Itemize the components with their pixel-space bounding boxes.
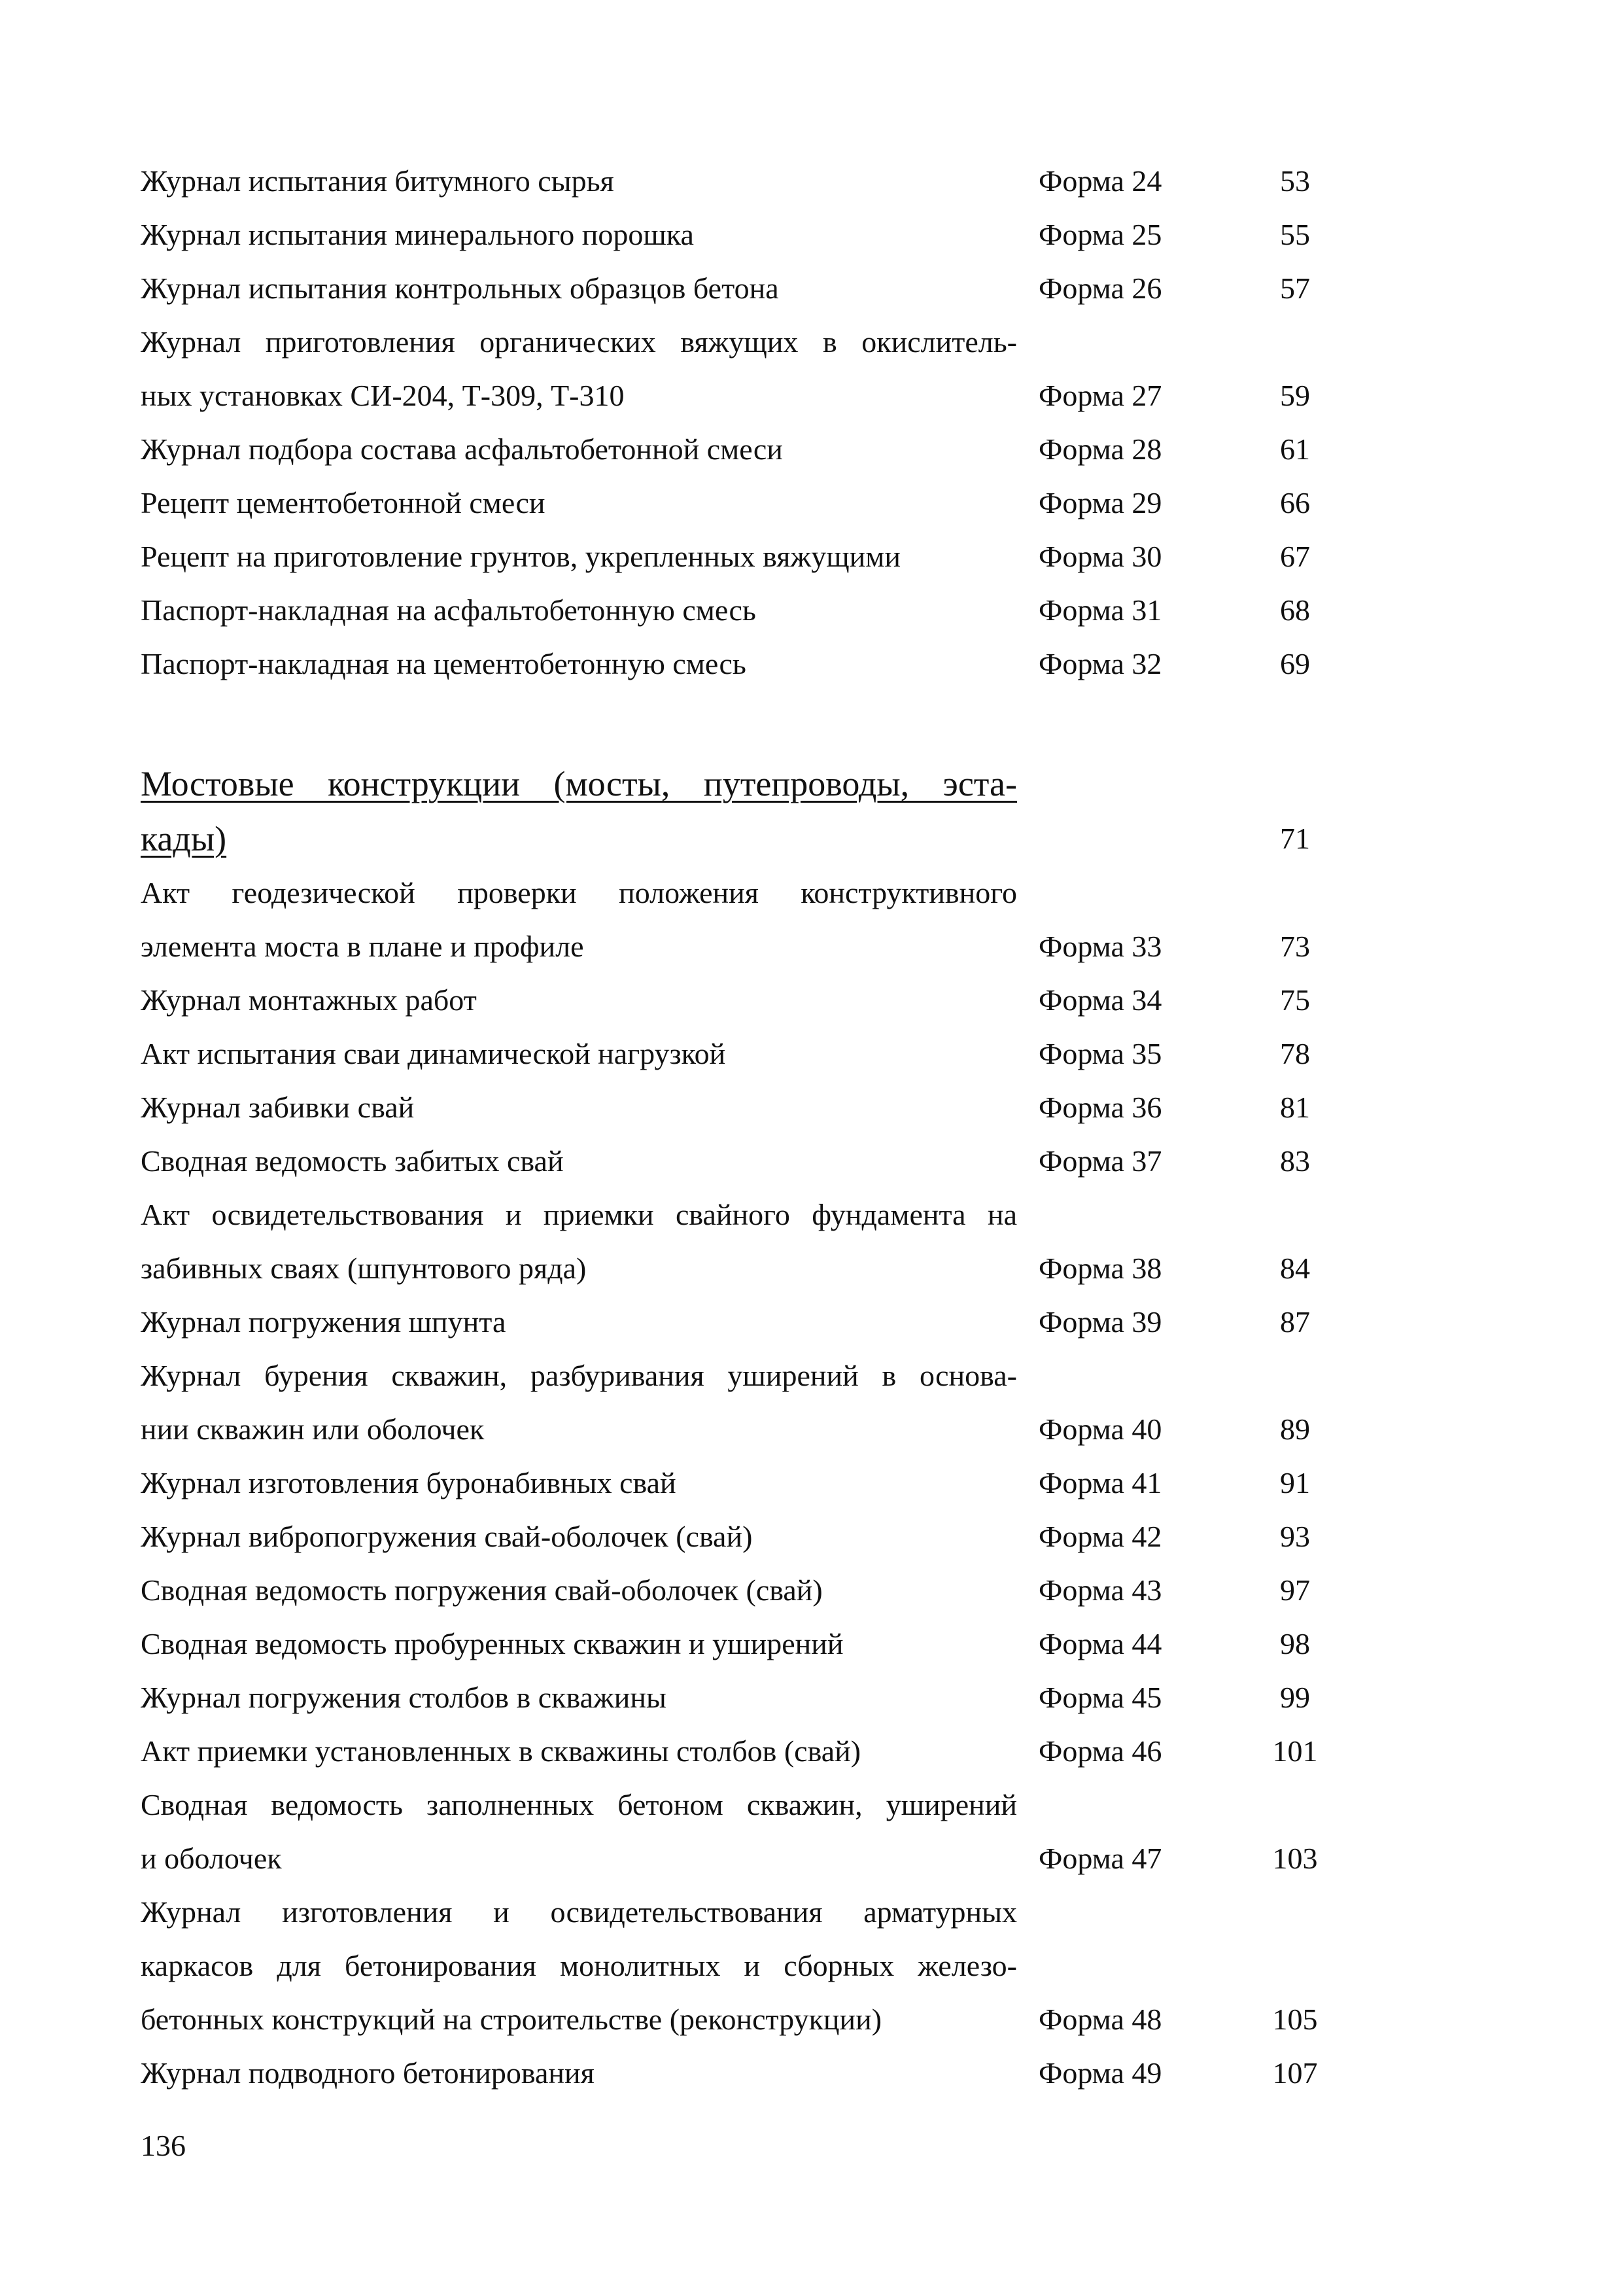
section-gap (141, 691, 1318, 756)
toc-entry-page: 55 (1280, 218, 1310, 251)
toc-entry-line (141, 1295, 1318, 1349)
toc-entry-line (141, 476, 1318, 530)
toc-entry-title: ных установках СИ-204, Т-309, Т-310 (141, 379, 625, 412)
toc-entry-form: Форма 29 (1039, 486, 1162, 519)
toc-entry-title: Паспорт-накладная на асфальтобетонную смесь (141, 593, 756, 627)
toc-entry-page: 53 (1280, 164, 1310, 198)
table-of-contents (141, 154, 1318, 2100)
toc-entry-form: Форма 42 (1039, 1520, 1162, 1553)
toc-entry-form: Форма 41 (1039, 1466, 1162, 1499)
toc-entry-form: Форма 37 (1039, 1144, 1162, 1178)
toc-entry-form: Форма 30 (1039, 540, 1162, 573)
toc-entry-page: 105 (1272, 2003, 1318, 2036)
section-heading-title: кады) (141, 819, 227, 858)
toc-entry-form: Форма 31 (1039, 593, 1162, 627)
toc-entry-form: Форма 28 (1039, 432, 1162, 466)
toc-list-top (141, 154, 1318, 691)
section-heading-block (141, 756, 1318, 866)
toc-entry-line (141, 1349, 1318, 1403)
toc-entry-line (141, 920, 1318, 973)
toc-entry-line (141, 262, 1318, 315)
toc-entry-line (141, 369, 1318, 423)
toc-entry-line (141, 1725, 1318, 1778)
toc-entry-form: Форма 40 (1039, 1412, 1162, 1446)
toc-entry-line (141, 208, 1318, 262)
toc-entry-title: Журнал подбора состава асфальтобетонной смеси (141, 432, 783, 466)
toc-entry-line (141, 1832, 1318, 1885)
toc-entry-title: Акт геодезической проверки положения конструктивного (141, 876, 1017, 909)
toc-entry-form: Форма 46 (1039, 1734, 1162, 1768)
toc-entry-page: 66 (1280, 486, 1310, 519)
toc-entry-page: 99 (1280, 1681, 1310, 1714)
toc-entry-form: Форма 43 (1039, 1573, 1162, 1607)
toc-entry-title: Журнал приготовления органических вяжущих в окислитель- (141, 325, 1017, 359)
toc-entry-line (141, 154, 1318, 208)
toc-entry-line (141, 866, 1318, 920)
toc-entry-title: Сводная ведомость погружения свай-оболочек (свай) (141, 1573, 823, 1607)
toc-entry-title: Журнал погружения шпунта (141, 1305, 506, 1339)
toc-entry-form: Форма 45 (1039, 1681, 1162, 1714)
toc-entry-title: Журнал испытания контрольных образцов бетона (141, 272, 779, 305)
toc-entry-form: Форма 44 (1039, 1627, 1162, 1660)
section-heading-line (141, 756, 1318, 811)
toc-entry-page: 91 (1280, 1466, 1310, 1499)
toc-entry-line (141, 1242, 1318, 1295)
toc-entry-line (141, 1778, 1318, 1832)
section-heading-page: 71 (1280, 822, 1310, 855)
toc-entry-line (141, 1134, 1318, 1188)
toc-entry-form: Форма 38 (1039, 1252, 1162, 1285)
toc-entry-page: 93 (1280, 1520, 1310, 1553)
toc-entry-title: Журнал испытания битумного сырья (141, 164, 614, 198)
toc-entry-form: Форма 35 (1039, 1037, 1162, 1070)
toc-entry-title: Журнал забивки свай (141, 1091, 415, 1124)
toc-entry-line (141, 315, 1318, 369)
toc-entry-line (141, 1671, 1318, 1725)
toc-entry-title: Акт освидетельствования и приемки свайного фундамента на (141, 1198, 1017, 1231)
toc-entry-title: каркасов для бетонирования монолитных и сборных железо- (141, 1949, 1017, 1982)
toc-entry-page: 68 (1280, 593, 1310, 627)
toc-entry-page: 97 (1280, 1573, 1310, 1607)
toc-entry-title: нии скважин или оболочек (141, 1412, 485, 1446)
toc-entry-line (141, 637, 1318, 691)
toc-entry-line (141, 584, 1318, 637)
toc-entry-line (141, 973, 1318, 1027)
toc-entry-line (141, 1510, 1318, 1564)
toc-list-bottom (141, 866, 1318, 2100)
toc-entry-page: 59 (1280, 379, 1310, 412)
toc-entry-form: Форма 26 (1039, 272, 1162, 305)
toc-entry-form: Форма 25 (1039, 218, 1162, 251)
toc-entry-page: 103 (1272, 1842, 1318, 1875)
section-heading-title: Мостовые конструкции (мосты, путепроводы, эста- (141, 764, 1017, 803)
toc-entry-page: 78 (1280, 1037, 1310, 1070)
toc-entry-line (141, 1403, 1318, 1456)
toc-entry-title: Паспорт-накладная на цементобетонную смесь (141, 647, 746, 680)
toc-entry-page: 73 (1280, 930, 1310, 963)
toc-entry-page: 81 (1280, 1091, 1310, 1124)
toc-entry-form: Форма 33 (1039, 930, 1162, 963)
toc-entry-form: Форма 36 (1039, 1091, 1162, 1124)
toc-entry-page: 61 (1280, 432, 1310, 466)
toc-entry-page: 67 (1280, 540, 1310, 573)
toc-entry-line (141, 1564, 1318, 1617)
toc-entry-line (141, 1939, 1318, 1993)
toc-entry-title: Журнал монтажных работ (141, 983, 477, 1017)
toc-entry-page: 101 (1272, 1734, 1318, 1768)
toc-entry-line (141, 1081, 1318, 1134)
toc-entry-form: Форма 39 (1039, 1305, 1162, 1339)
toc-entry-title: забивных сваях (шпунтового ряда) (141, 1252, 587, 1285)
toc-entry-line (141, 530, 1318, 584)
toc-entry-line (141, 1617, 1318, 1671)
toc-entry-line (141, 1993, 1318, 2046)
toc-entry-page: 89 (1280, 1412, 1310, 1446)
toc-entry-title: Рецепт цементобетонной смеси (141, 486, 545, 519)
toc-entry-title: Рецепт на приготовление грунтов, укрепленных вяжущими (141, 540, 901, 573)
toc-entry-line (141, 423, 1318, 476)
toc-entry-form: Форма 47 (1039, 1842, 1162, 1875)
toc-entry-title: Сводная ведомость пробуренных скважин и уширений (141, 1627, 844, 1660)
toc-entry-title: и оболочек (141, 1842, 282, 1875)
toc-entry-title: Сводная ведомость забитых свай (141, 1144, 564, 1178)
toc-entry-page: 75 (1280, 983, 1310, 1017)
toc-entry-title: Журнал вибропогружения свай-оболочек (свай) (141, 1520, 753, 1553)
toc-entry-form: Форма 32 (1039, 647, 1162, 680)
toc-entry-line (141, 1456, 1318, 1510)
toc-entry-title: Акт приемки установленных в скважины столбов (свай) (141, 1734, 861, 1768)
toc-entry-line (141, 1188, 1318, 1242)
toc-entry-form: Форма 27 (1039, 379, 1162, 412)
toc-entry-title: элемента моста в плане и профиле (141, 930, 584, 963)
toc-entry-line (141, 2046, 1318, 2100)
toc-entry-title: Журнал подводного бетонирования (141, 2056, 595, 2090)
toc-entry-page: 69 (1280, 647, 1310, 680)
toc-entry-title: Журнал изготовления и освидетельствования арматурных (141, 1895, 1017, 1929)
toc-entry-page: 98 (1280, 1627, 1310, 1660)
toc-entry-form: Форма 48 (1039, 2003, 1162, 2036)
toc-entry-line (141, 1027, 1318, 1081)
toc-entry-line (141, 1885, 1318, 1939)
toc-entry-title: Журнал изготовления буронабивных свай (141, 1466, 676, 1499)
toc-entry-form: Форма 24 (1039, 164, 1162, 198)
toc-entry-title: Журнал бурения скважин, разбуривания уширений в основа- (141, 1359, 1017, 1392)
toc-entry-page: 57 (1280, 272, 1310, 305)
toc-entry-form: Форма 49 (1039, 2056, 1162, 2090)
toc-entry-title: бетонных конструкций на строительстве (реконструкции) (141, 2003, 882, 2036)
toc-entry-page: 83 (1280, 1144, 1310, 1178)
toc-entry-page: 84 (1280, 1252, 1310, 1285)
toc-entry-title: Акт испытания сваи динамической нагрузкой (141, 1037, 726, 1070)
toc-entry-page: 107 (1272, 2056, 1318, 2090)
toc-entry-title: Журнал погружения столбов в скважины (141, 1681, 666, 1714)
toc-entry-form: Форма 34 (1039, 983, 1162, 1017)
toc-entry-page: 87 (1280, 1305, 1310, 1339)
section-heading-line (141, 811, 1318, 866)
page-number: 136 (141, 2129, 186, 2162)
toc-entry-title: Сводная ведомость заполненных бетоном скважин, уширений (141, 1788, 1017, 1821)
toc-entry-title: Журнал испытания минерального порошка (141, 218, 694, 251)
